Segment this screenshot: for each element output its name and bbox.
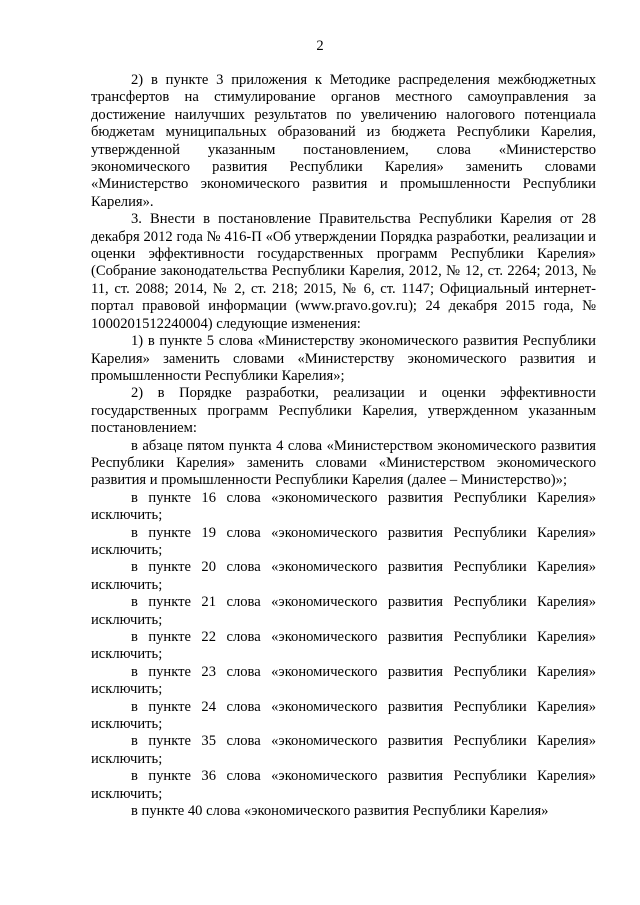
document-body — [91, 72, 596, 820]
paragraph-point-40: в пункте 40 слова «экономического развития Республики Карелия» — [131, 803, 549, 820]
paragraph-point-4: в абзаце пятом пункта 4 слова «Министерством экономического развития Республики Карелия» заменить словами «Министерством экономического развития и промышленности Республики Карелия (далее – Министерство)»; — [91, 437, 596, 489]
paragraph-amendment-methodology: 2) в пункте 3 приложения к Методике распределения межбюджетных трансфертов на стимулирование органов местного самоуправления за достижение наилучших результатов по увеличению налогового потенциала бюджетам муниципальных образований из бюджета Республики Карелия, утвержденной указанным постановлением, слова «Министерство экономического развития Республики Карелия» заменить словами «Министерство экономического развития и промышленности Республики Карелия». — [91, 72, 596, 210]
paragraph-point-35: в пункте 35 слова «экономического развития Республики Карелия» исключить; — [91, 733, 596, 767]
paragraph-point-16: в пункте 16 слова «экономического развития Республики Карелия» исключить; — [91, 489, 596, 524]
paragraph-point-22: в пункте 22 слова «экономического развития Республики Карелия» исключить; — [91, 629, 596, 663]
paragraph-subitem-2: 2) в Порядке разработки, реализации и оценки эффективности государственных программ Республики Карелия, утвержденном указанным постановлением: — [91, 385, 596, 437]
paragraph-point-24: в пункте 24 слова «экономического развития Республики Карелия» исключить; — [91, 698, 596, 733]
paragraph-point-36: в пункте 36 слова «экономического развития Республики Карелия» исключить; — [91, 768, 596, 802]
paragraph-item-3: 3. Внести в постановление Правительства Республики Карелия от 28 декабря 2012 года № 416-П «Об утверждении Порядка разработки, реализации и оценки эффективности государственных программ Республики Карелия» (Собрание законодательства Республики Карелия, 2012, № 12, ст. 2264; 2013, № 11, ст. 2088; 2014, № 2, ст. 218; 2015, № 6, ст. 1147; Официальный интернет-портал правовой информации (www.pravo.gov.ru); 24 декабря 2015 года, № 1000201512240004) следующие изменения: — [91, 211, 596, 332]
paragraph-point-23: в пункте 23 слова «экономического развития Республики Карелия» исключить; — [91, 663, 596, 698]
paragraph-point-20: в пункте 20 слова «экономического развития Республики Карелия» исключить; — [91, 559, 596, 593]
paragraph-point-19: в пункте 19 слова «экономического развития Республики Карелия» исключить; — [91, 524, 596, 558]
paragraph-point-21: в пункте 21 слова «экономического развития Республики Карелия» исключить; — [91, 594, 596, 628]
paragraph-subitem-1: 1) в пункте 5 слова «Министерству экономического развития Республики Карелия» заменить словами «Министерству экономического развития и промышленности Республики Карелия»; — [91, 333, 596, 384]
page-number: 2 — [316, 38, 324, 54]
